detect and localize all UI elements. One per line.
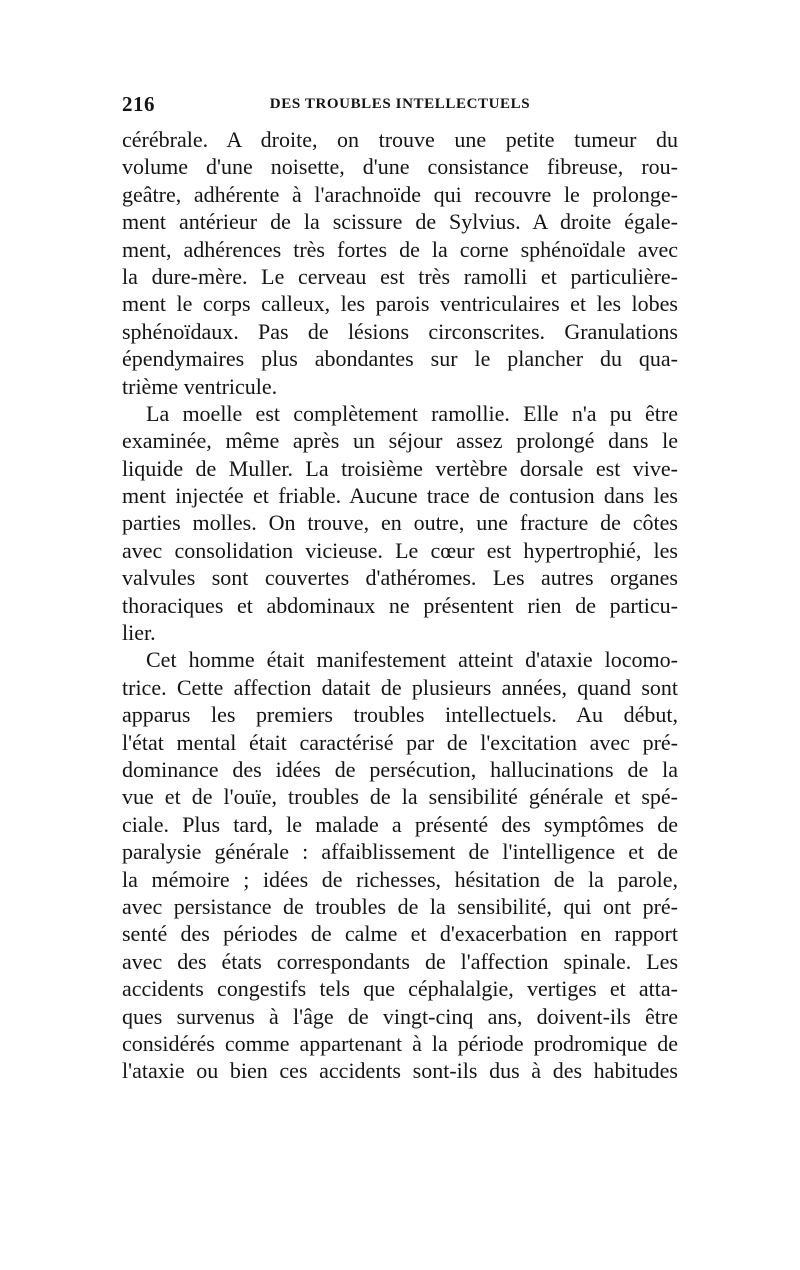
text-line: ciale. Plus tard, le malade a présenté des symptômes de <box>122 811 678 837</box>
text-line: ques survenus à l'âge de vingt-cinq ans, doivent-ils être <box>122 1003 678 1029</box>
text-line: l'ataxie ou bien ces accidents sont-ils dus à des habitudes <box>122 1058 678 1084</box>
text-line: ment injectée et friable. Aucune trace de contusion dans les <box>122 483 678 509</box>
page-header <box>122 92 678 118</box>
text-line: parties molles. On trouve, en outre, une fracture de côtes <box>122 510 678 536</box>
text-line: trice. Cette affection datait de plusieurs années, quand sont <box>122 674 678 700</box>
text-line: considérés comme appartenant à la période prodromique de <box>122 1030 678 1056</box>
text-line: vue et de l'ouïe, troubles de la sensibilité générale et spé- <box>122 784 678 810</box>
text-line: avec persistance de troubles de la sensibilité, qui ont pré- <box>122 893 678 919</box>
text-line: liquide de Muller. La troisième vertèbre dorsale est vive- <box>122 455 678 481</box>
paragraph <box>122 646 678 1084</box>
text-line: senté des périodes de calme et d'exacerbation en rapport <box>122 921 678 947</box>
text-line: cérébrale. A droite, on trouve une petite tumeur du <box>122 127 678 152</box>
text-line: ment, adhérences très fortes de la corne sphénoïdale avec <box>122 236 678 262</box>
text-line: Cet homme était manifestement atteint d'ataxie locomo- <box>146 647 678 673</box>
text-line: La moelle est complètement ramollie. Elle n'a pu être <box>146 400 678 426</box>
text-line: examinée, même après un séjour assez prolongé dans le <box>122 428 678 454</box>
text-line: sphénoïdaux. Pas de lésions circonscrites. Granulations <box>122 318 678 344</box>
paragraph <box>122 126 678 400</box>
text-line: paralysie générale : affaiblissement de l'intelligence et de <box>122 839 678 865</box>
text-line: lier. <box>122 620 156 646</box>
text-line: la dure-mère. Le cerveau est très ramolli et particulière- <box>122 263 678 289</box>
text-line: avec des états correspondants de l'affection spinale. Les <box>122 948 678 974</box>
text-line: trième ventricule. <box>122 373 278 399</box>
text-line: dominance des idées de persécution, hallucinations de la <box>122 756 678 782</box>
text-line: l'état mental était caractérisé par de l'excitation avec pré- <box>122 729 678 755</box>
text-line: apparus les premiers troubles intellectuels. Au début, <box>122 702 678 728</box>
text-line: ment le corps calleux, les parois ventriculaires et les lobes <box>122 291 678 317</box>
text-line: ment antérieur de la scissure de Sylvius. A droite égale- <box>122 209 678 235</box>
text-line: geâtre, adhérente à l'arachnoïde qui recouvre le prolonge- <box>122 181 678 207</box>
text-line: thoraciques et abdominaux ne présentent rien de particu- <box>122 592 678 618</box>
page-number: 216 <box>122 92 155 116</box>
paragraph <box>122 400 678 647</box>
text-line: volume d'une noisette, d'une consistance fibreuse, rou- <box>122 154 678 180</box>
text-line: épendymaires plus abondantes sur le plancher du qua- <box>122 346 678 372</box>
body-text <box>122 126 678 1085</box>
running-head: DES TROUBLES INTELLECTUELS <box>269 96 531 112</box>
text-line: avec consolidation vicieuse. Le cœur est hypertrophié, les <box>122 537 678 563</box>
text-line: valvules sont couvertes d'athéromes. Les autres organes <box>122 565 678 591</box>
text-line: accidents congestifs tels que céphalalgie, vertiges et atta- <box>122 976 678 1002</box>
text-line: la mémoire ; idées de richesses, hésitation de la parole, <box>122 866 678 892</box>
